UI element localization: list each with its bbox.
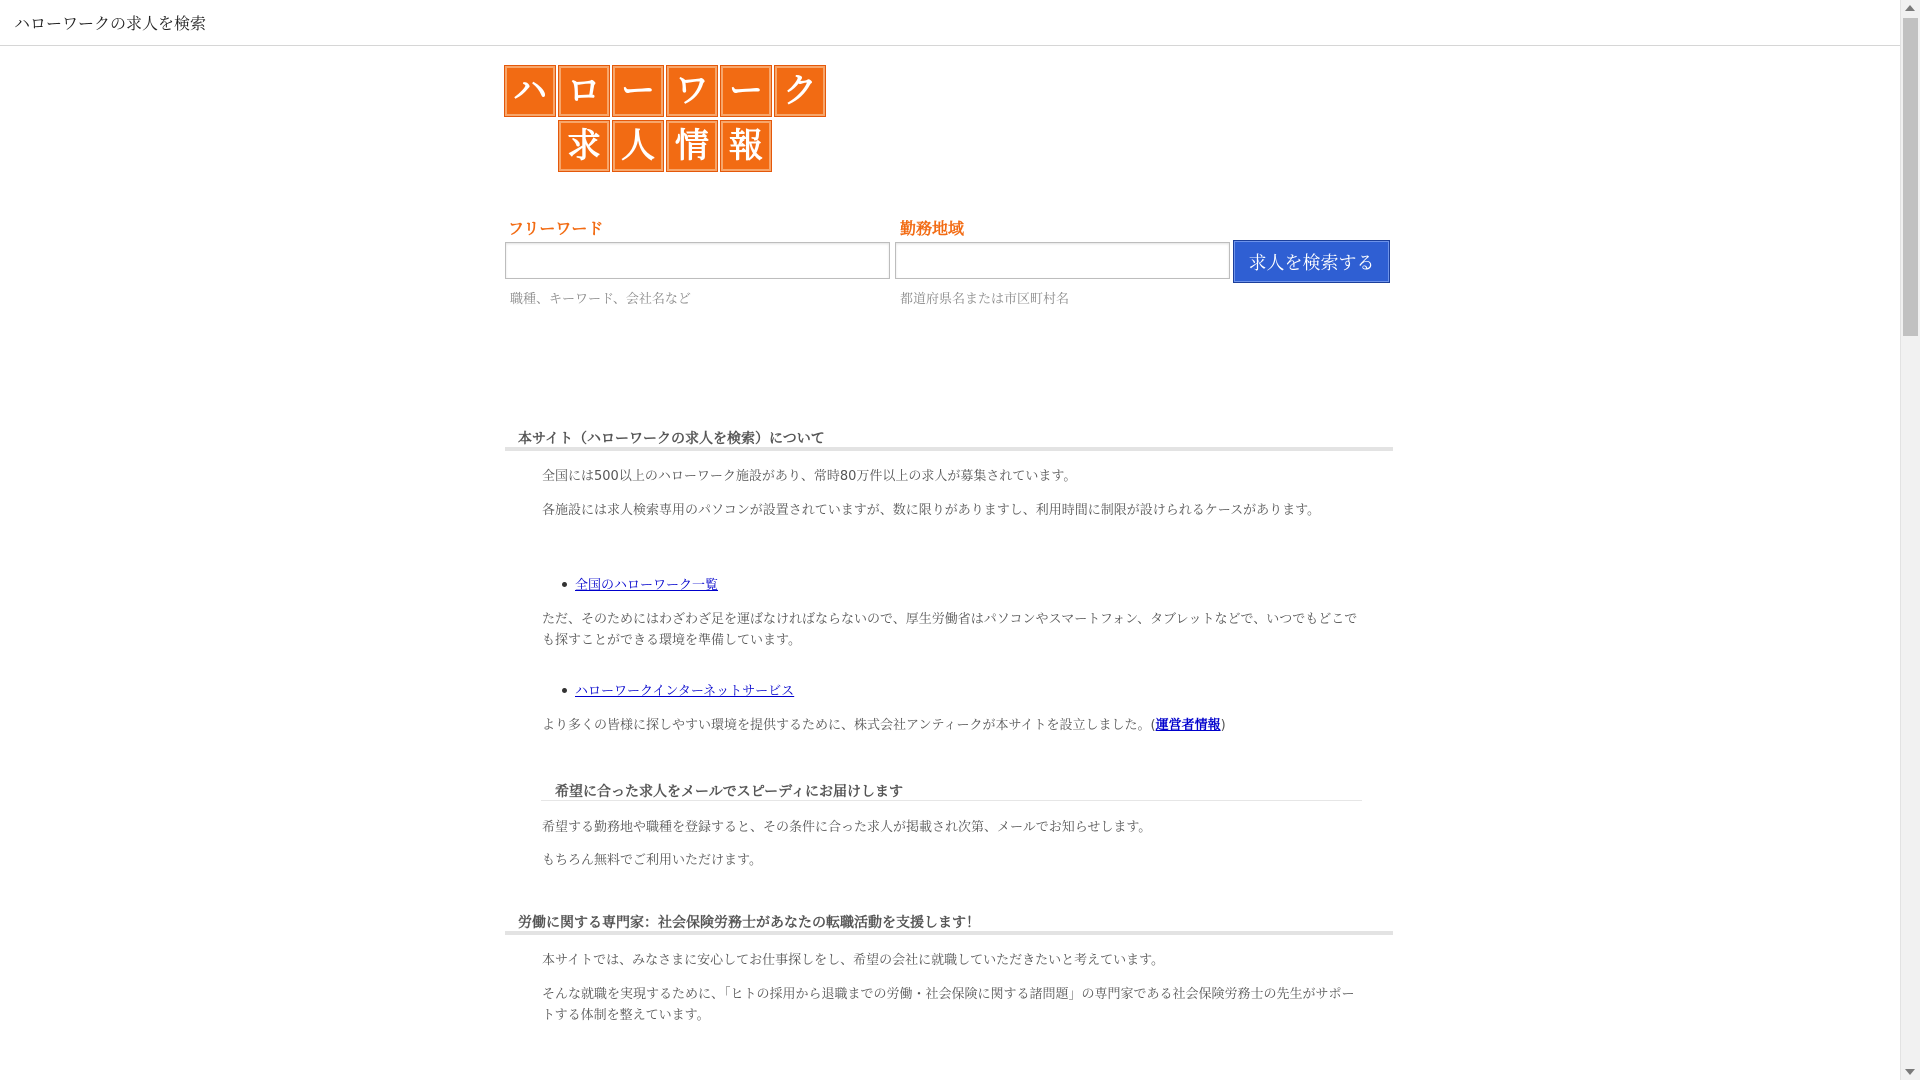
logo-tile: ハ xyxy=(505,66,555,116)
logo-tile: 情 xyxy=(667,121,717,171)
main-content xyxy=(505,66,1395,1023)
freeword-hint: 職種、キーワード、会社名など xyxy=(510,292,691,307)
operator-info-link[interactable]: 運営者情報 xyxy=(1155,718,1221,733)
mail-paragraph-2: もちろん無料でご利用いただけます。 xyxy=(542,853,762,868)
about-paragraph-2: 各施設には求人検索専用のパソコンが設置されていますが、数に限りがありますし、利用時間に制限が設けられるケースがあります。 xyxy=(542,503,1321,518)
search-jobs-button[interactable]: 求人を検索する xyxy=(1233,240,1390,283)
hellowork-internet-service-link[interactable]: ハローワークインターネットサービス xyxy=(575,684,795,699)
page-scrollbar[interactable] xyxy=(1900,0,1920,1080)
logo-tile: 求 xyxy=(559,121,609,171)
job-search-form xyxy=(505,216,1395,316)
about-paragraph-4 xyxy=(542,715,1362,736)
expert-section-heading xyxy=(505,909,1393,935)
mail-section-heading xyxy=(541,778,1362,801)
browser-title-bar xyxy=(0,0,1900,46)
area-hint: 都道府県名または市区町村名 xyxy=(900,292,1070,307)
about-p4-text: より多くの皆様に探しやすい環境を提供するために、株式会社アンティークが本サイトを設立しました。( xyxy=(542,718,1156,733)
area-label: 勤務地域 xyxy=(900,219,965,238)
about-p4-suffix: ) xyxy=(1220,718,1226,733)
logo-tile: 人 xyxy=(613,121,663,171)
list-item xyxy=(575,680,794,699)
scroll-down-arrow-icon[interactable] xyxy=(1905,1069,1915,1075)
logo-tile: ー xyxy=(613,66,663,116)
mail-paragraph-1: 希望する勤務地や職種を登録すると、その条件に合った求人が掲載され次第、メールでお知らせします。 xyxy=(542,820,1152,835)
scroll-up-arrow-icon[interactable] xyxy=(1905,5,1915,11)
site-logo[interactable] xyxy=(505,66,835,174)
scrollbar-thumb[interactable] xyxy=(1903,18,1918,336)
logo-tile: ー xyxy=(721,66,771,116)
about-heading-text: 本サイト（ハローワークの求人を検索）について xyxy=(518,431,825,447)
about-paragraph-3: ただ、そのためにはわざわざ足を運ばなければならないので、厚生労働省はパソコンやスマートフォン、タブレットなどで、いつでもどこでも探すことができる環境を準備しています。 xyxy=(542,612,1358,648)
logo-tile: ク xyxy=(775,66,825,116)
browser-title: ハローワークの求人を検索 xyxy=(14,14,207,33)
hellowork-list-link[interactable]: 全国のハローワーク一覧 xyxy=(575,578,719,593)
expert-paragraph-1: 本サイトでは、みなさまに安心してお仕事探しをし、希望の会社に就職していただきたいと考えています。 xyxy=(542,953,1165,968)
mail-heading-text: 希望に合った求人をメールでスピーディにお届けします xyxy=(555,784,904,800)
expert-heading-text: 労働に関する専門家：社会保険労務士があなたの転職活動を支援します！ xyxy=(518,915,980,931)
logo-tile: ワ xyxy=(667,66,717,116)
logo-tile: 報 xyxy=(721,121,771,171)
expert-paragraph-2: そんな就職を実現するために、「ヒトの採用から退職までの労働・社会保険に関する諸問題」の専門家である社会保険労務士の先生がサポートする体制を整えています。 xyxy=(542,987,1355,1023)
list-item xyxy=(575,574,718,593)
logo-tile: ロ xyxy=(559,66,609,116)
area-input[interactable] xyxy=(895,242,1230,279)
freeword-input[interactable] xyxy=(505,242,890,279)
about-paragraph-1: 全国には500以上のハローワーク施設があり、常時80万件以上の求人が募集されています。 xyxy=(542,469,1077,484)
about-section-heading xyxy=(505,425,1393,451)
freeword-label: フリーワード xyxy=(508,219,604,238)
